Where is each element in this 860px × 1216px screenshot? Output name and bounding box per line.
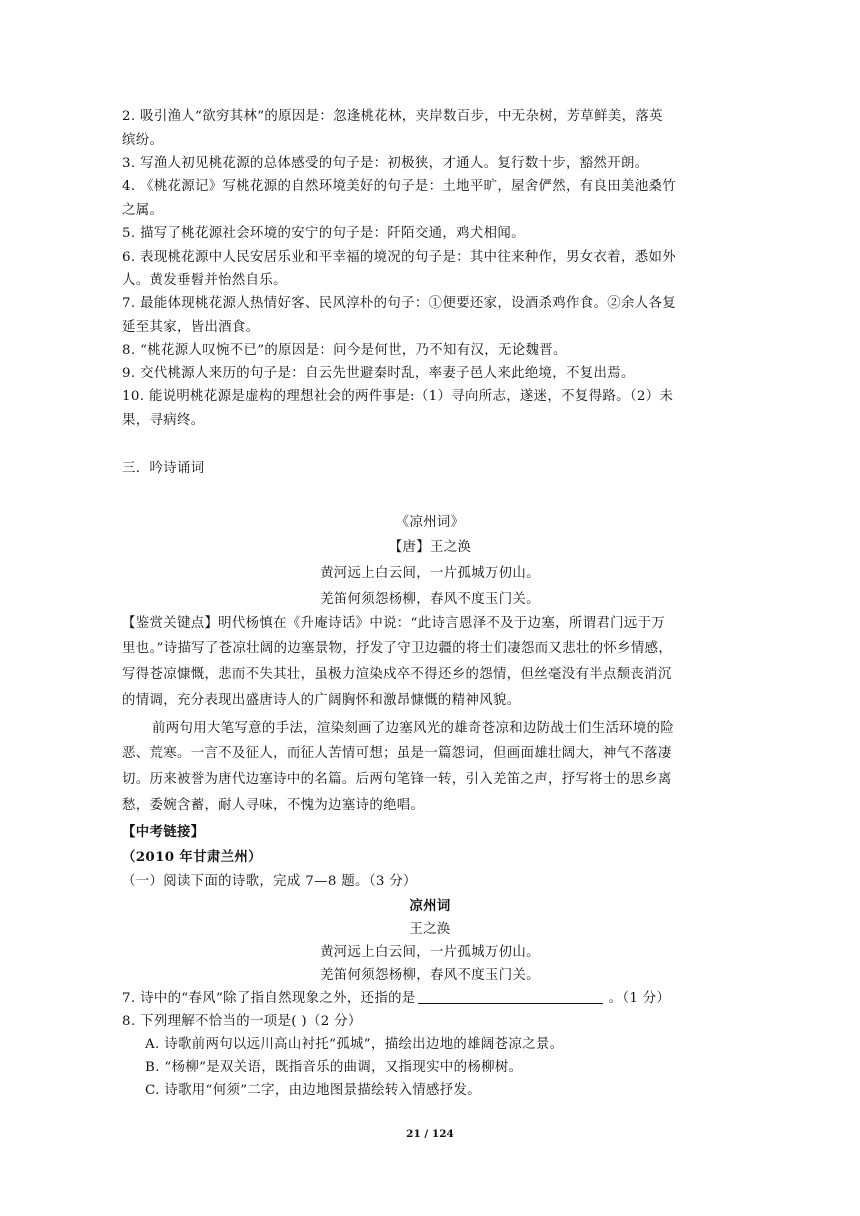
exam-poem-title: 凉州词 [409,898,451,914]
exam-poem-line-2: 羌笛何须怨杨柳，春风不度玉门关。 [320,968,540,983]
question-7-text: 7. 诗中的“春风”除了指自然现象之外，还指的是 [122,991,416,1006]
question-7-score: 。（1 分） [608,991,671,1006]
poem-line-2: 羌笛何须怨杨柳，春风不度玉门关。 [320,592,540,607]
appreciation-line-1: 【鉴赏关键点】明代杨慎在《升庵诗话》中说：“此诗言恩泽不及于边塞，所谓君门远于万 [122,616,666,631]
paragraph-line-1: 前两句用大笔写意的手法，渲染刻画了边塞风光的雄奇苍凉和边防战士们生活环境的险 [152,721,675,736]
answer-blank [418,991,603,1004]
answer-line-2-cont: 缤纷。 [122,133,164,148]
answer-line-9: 9. 交代桃源人来历的句子是：自云先世避秦时乱，率妻子邑人来此绝境，不复出焉。 [122,366,635,381]
answer-line-5: 5. 描写了桃花源社会环境的安宁的句子是：阡陌交通，鸡犬相闻。 [122,226,525,241]
answer-line-8: 8. “桃花源人叹惋不已”的原因是：问今是何世，乃不知有汉，无论魏晋。 [122,343,567,358]
answer-line-7-cont: 延至其家，皆出酒食。 [122,320,260,335]
answer-line-10: 10. 能说明桃花源是虚构的理想社会的两件事是:（1）寻向所志，遂迷，不复得路。（2）未 [122,389,674,404]
answer-line-4-cont: 之属。 [122,203,164,218]
answer-line-10-cont: 果，寻病终。 [122,413,205,428]
paragraph-line-3: 切。历来被誉为唐代边塞诗中的名篇。后两句笔锋一转，引入羌笛之声，抒写将士的思乡离 [122,772,672,787]
paragraph-line-4: 愁，委婉含蓄，耐人寻味，不愧为边塞诗的绝唱。 [122,798,425,813]
answer-line-6-cont: 人。黄发垂髫并怡然自乐。 [122,273,287,288]
exam-poem-author: 王之涣 [409,922,451,937]
exam-poem-line-1: 黄河远上白云间，一片孤城万仞山。 [320,945,540,960]
answer-line-3: 3. 写渔人初见桃花源的总体感受的句子是：初极狭，才通人。复行数十步，豁然开朗。 [122,156,649,171]
question-8: 8. 下列理解不恰当的一项是( )（2 分） [122,1014,362,1029]
exam-instruction: （一）阅读下面的诗歌，完成 7—8 题。（3 分） [122,874,417,889]
page-number: 21 / 124 [406,1128,454,1140]
poem-line-1: 黄河远上白云间，一片孤城万仞山。 [320,566,540,581]
answer-line-2: 2. 吸引渔人“欲穷其林”的原因是：忽逢桃花林，夹岸数百步，中无杂树，芳草鲜美，落英 [122,109,663,124]
poem-author: 【唐】王之涣 [388,540,472,555]
section-heading: 三．吟诗诵词 [122,461,205,476]
appreciation-line-4: 的情调，充分表现出盛唐诗人的广阔胸怀和激昂慷慨的精神风貌。 [122,693,521,708]
option-b: B. “杨柳”是双关语，既指音乐的曲调，又指现实中的杨柳树。 [145,1060,523,1075]
exam-source: （2010 年甘肃兰州） [122,849,262,865]
appreciation-line-3: 写得苍凉慷慨，悲而不失其壮，虽极力渲染戍卒不得还乡的怨情，但丝毫没有半点颓丧消沉 [122,667,672,682]
answer-line-4: 4. 《桃花源记》写桃花源的自然环境美好的句子是：土地平旷，屋舍俨然，有良田美池桑竹 [122,179,676,194]
answer-line-6: 6. 表现桃花源中人民安居乐业和平幸福的境况的句子是：其中往来种作，男女衣着，悉如外 [122,250,676,265]
question-7 [122,990,670,1008]
appreciation-line-2: 里也。”诗描写了苍凉壮阔的边塞景物，抒发了守卫边疆的将士们凄怨而又悲壮的怀乡情感， [122,641,673,656]
exam-link-heading: 【中考链接】 [122,824,205,840]
option-c: C. 诗歌用“何须”二字，由边地图景描绘转入情感抒发。 [145,1083,482,1098]
answer-line-7: 7. 最能体现桃花源人热情好客、民风淳朴的句子：①便要还家，设酒杀鸡作食。②余人各复 [122,296,676,311]
paragraph-line-2: 恶、荒寒。一言不及征人，而征人苦情可想；虽是一篇怨词，但画面雄壮阔大，神气不落凄 [122,746,672,761]
poem-title: 《凉州词》 [395,515,465,530]
option-a: A. 诗歌前两句以远川高山衬托“孤城”，描绘出边地的雄阔苍凉之景。 [145,1037,564,1052]
